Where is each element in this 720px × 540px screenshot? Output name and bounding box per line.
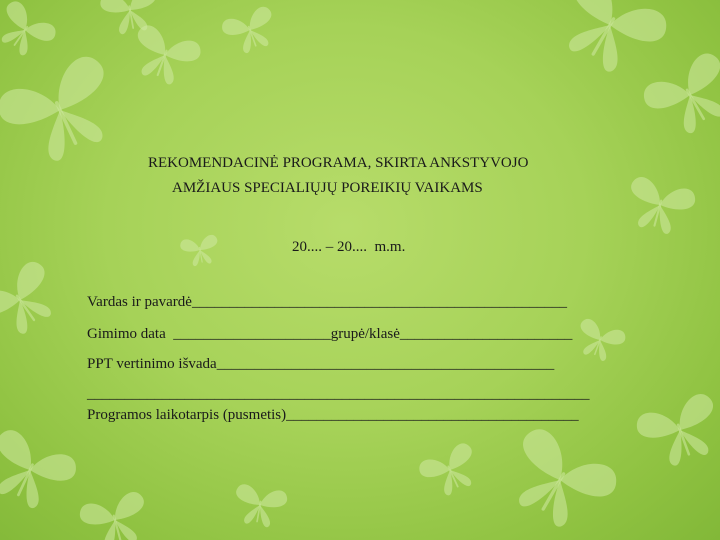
school-year: 20.... – 20.... m.m. (292, 239, 406, 255)
birth-group-field: Gimimo data _____________________grupė/klasė_______________________ (87, 326, 573, 342)
ppt-continuation-line: ___________________________________________________________________ (87, 386, 590, 402)
ppt-conclusion-field: PPT vertinimo išvada_____________________________________________ (87, 356, 555, 372)
title-line-1: REKOMENDACINĖ PROGRAMA, SKIRTA ANKSTYVOJO (148, 155, 529, 171)
title-line-2: AMŽIAUS SPECIALIŲJŲ POREIKIŲ VAIKAMS (172, 180, 483, 196)
program-period-field: Programos laikotarpis (pusmetis)_______________________________________ (87, 407, 579, 423)
name-field: Vardas ir pavardė__________________________________________________ (87, 294, 567, 310)
